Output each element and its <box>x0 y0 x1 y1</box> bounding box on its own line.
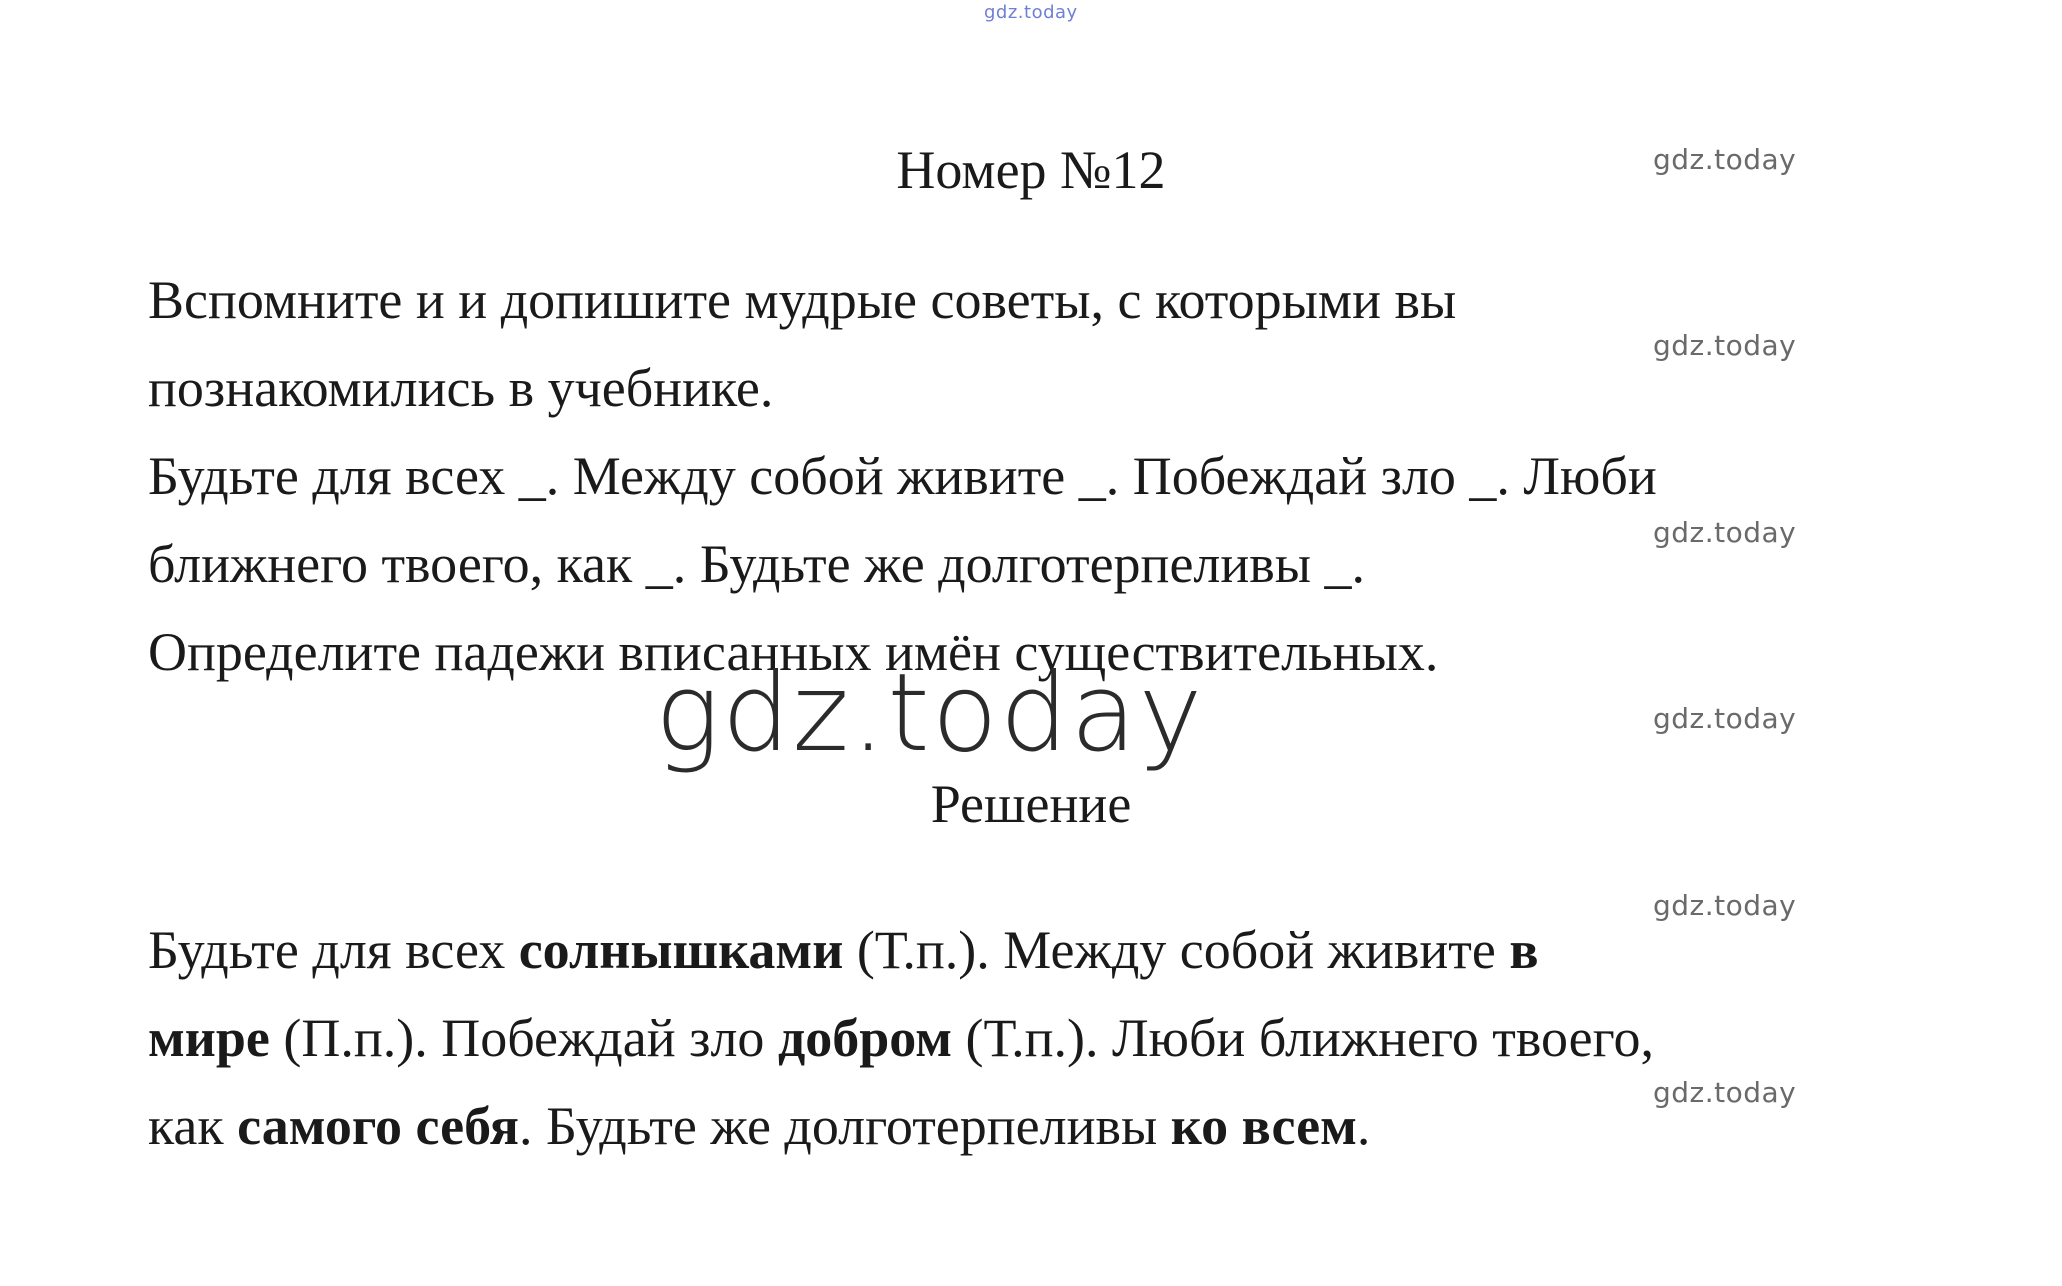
task-line: Определите падежи вписанных имён существительных. <box>148 622 1439 682</box>
answer-text-segment: (Т.п.). Люби ближнего твоего, <box>952 1008 1654 1068</box>
answer-filled-word: самого себя <box>237 1096 519 1156</box>
answer-line <box>148 906 1908 994</box>
answer-filled-word: ко всем <box>1170 1096 1357 1156</box>
page-title: Номер №12 <box>896 140 1166 200</box>
answer-filled-word: солнышками <box>518 920 844 980</box>
task-line: познакомились в учебнике. <box>148 358 774 418</box>
watermark-side: gdz.today <box>1653 143 1797 176</box>
watermark-center: gdz.today <box>655 651 1205 776</box>
task-text <box>148 256 1908 696</box>
watermark-side: gdz.today <box>1653 329 1797 362</box>
answer-text-segment: . Будьте же долготерпеливы <box>518 1096 1171 1156</box>
task-line: Будьте для всех _. Между собой живите _. Побеждай зло _. Люби <box>148 446 1657 506</box>
watermark-top: gdz.today <box>984 2 1078 23</box>
answer-text-segment: (Т.п.). Между собой живите <box>843 920 1510 980</box>
answer-text-segment: Будьте для всех <box>148 920 519 980</box>
answer-filled-word: мире <box>148 1008 270 1068</box>
answer-filled-word: в <box>1509 920 1539 980</box>
watermark-side: gdz.today <box>1653 516 1797 549</box>
watermark-side: gdz.today <box>1653 889 1797 922</box>
answer-text-segment: . <box>1356 1096 1371 1156</box>
answer-text-segment: (П.п.). Побеждай зло <box>269 1008 778 1068</box>
watermark-side: gdz.today <box>1653 1076 1797 1109</box>
task-line: ближнего твоего, как _. Будьте же долготерпеливы _. <box>148 534 1366 594</box>
solution-title: Решение <box>930 774 1132 834</box>
answer-text <box>148 906 1908 1170</box>
answer-text-segment: как <box>148 1096 238 1156</box>
answer-filled-word: добром <box>777 1008 953 1068</box>
task-line: Вспомните и и допишите мудрые советы, с которыми вы <box>148 270 1457 330</box>
answer-line <box>148 994 1908 1082</box>
answer-line <box>148 1082 1908 1170</box>
watermark-side: gdz.today <box>1653 702 1797 735</box>
